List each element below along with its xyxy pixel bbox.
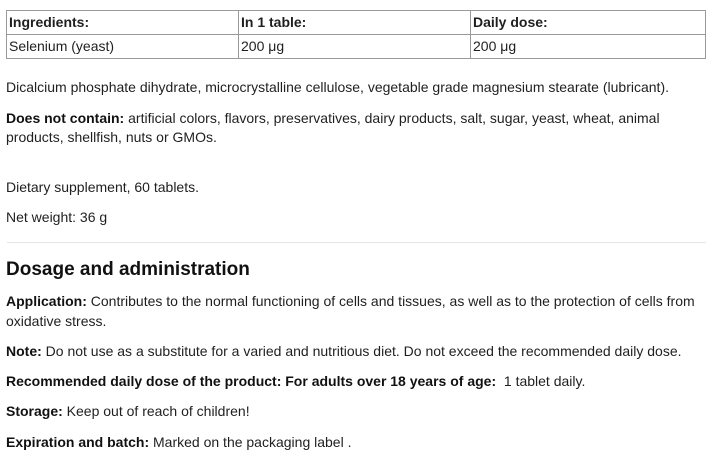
product-description	[6, 0, 706, 452]
cell-ingredient: Selenium (yeast)	[7, 35, 239, 59]
storage	[6, 402, 706, 421]
ingredients-table	[6, 10, 706, 59]
application-label: Application:	[6, 293, 87, 309]
expiration	[6, 433, 706, 452]
recommended-dose-text: 1 tablet daily.	[496, 373, 586, 389]
note-text: Do not use as a substitute for a varied and nutritious diet. Do not exceed the recommended daily dose.	[41, 343, 682, 359]
recommended-dose	[6, 372, 706, 391]
does-not-contain-label: Does not contain:	[6, 110, 125, 126]
header-per-tablet: In 1 table:	[239, 11, 471, 35]
dosage-heading: Dosage and administration	[6, 259, 250, 280]
application-text: Contributes to the normal functioning of cells and tissues, as well as to the protection of cells from oxidative stress.	[6, 293, 695, 329]
does-not-contain	[6, 109, 706, 147]
note-label: Note:	[6, 343, 42, 359]
expiration-text: Marked on the packaging label .	[149, 434, 352, 450]
header-daily-dose: Daily dose:	[471, 11, 706, 35]
table-row	[7, 35, 706, 59]
storage-label: Storage:	[6, 403, 63, 419]
application	[6, 291, 706, 331]
excipients-text: Dicalcium phosphate dihydrate, microcrystalline cellulose, vegetable grade magnesium stearate (lubricant).	[6, 79, 669, 95]
net-weight-text: Net weight: 36 g	[6, 209, 108, 225]
does-not-contain-text: artificial colors, flavors, preservatives, dairy products, salt, sugar, yeast, wheat, animal products, shellfish, nuts or GMOs.	[6, 110, 660, 145]
recommended-dose-label: Recommended daily dose of the product: For adults over 18 years of age:	[6, 373, 497, 389]
supplement-text: Dietary supplement, 60 tablets.	[6, 179, 199, 195]
expiration-label: Expiration and batch:	[6, 434, 150, 450]
storage-text: Keep out of reach of children!	[62, 403, 250, 419]
note	[6, 342, 706, 361]
header-ingredients: Ingredients:	[7, 11, 239, 35]
cell-daily-dose: 200 μg	[471, 35, 706, 59]
section-divider	[7, 242, 706, 243]
table-header-row	[7, 11, 706, 35]
cell-per-tablet: 200 μg	[239, 35, 471, 59]
